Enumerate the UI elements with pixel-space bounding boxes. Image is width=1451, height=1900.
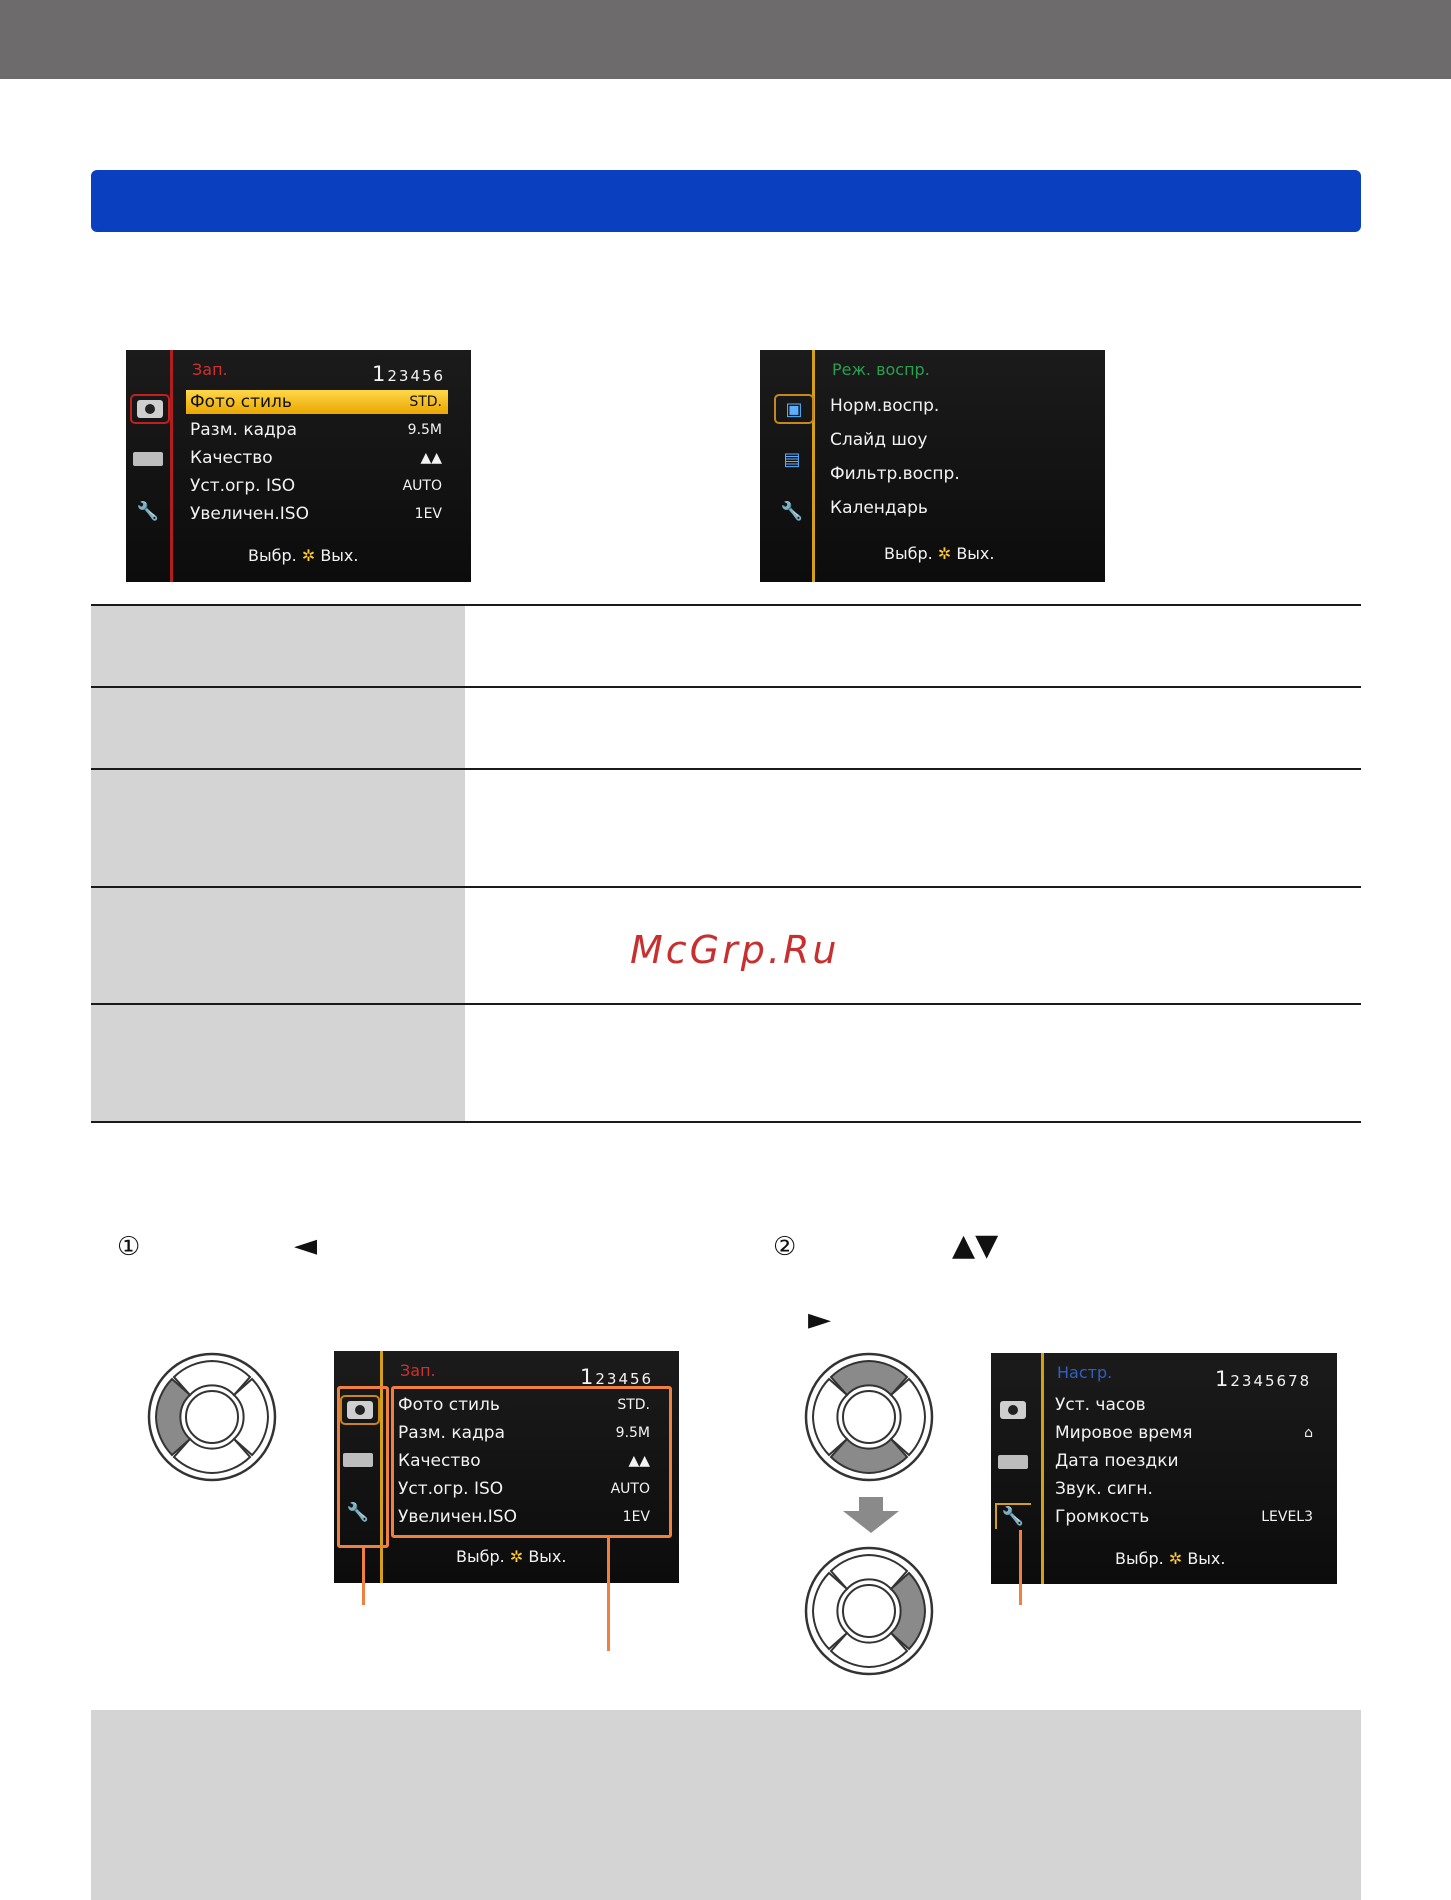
table-row-header	[91, 1005, 465, 1123]
current-page: 1	[1215, 1367, 1231, 1391]
setup-menu-screen	[991, 1353, 1337, 1584]
playback-menu-screen	[760, 350, 1105, 582]
footer-exit: Вых.	[528, 1547, 567, 1566]
item-value: LEVEL3	[1261, 1509, 1313, 1525]
table-row	[91, 768, 1361, 888]
menu-type-callout-line	[362, 1545, 365, 1605]
item-label: Разм. кадра	[190, 420, 297, 440]
item-label: Качество	[398, 1451, 481, 1471]
control-dial-icon: ✲	[301, 546, 316, 565]
wrench-icon[interactable]: 🔧	[346, 1501, 370, 1523]
cursor-button-right-pressed	[803, 1545, 935, 1677]
right-arrow-icon: ►	[808, 1302, 832, 1337]
item-label: Качество	[190, 448, 273, 468]
cursor-button-left-pressed	[146, 1351, 278, 1483]
menu-title: Зап.	[400, 1361, 436, 1380]
menu-item[interactable]	[186, 446, 448, 470]
menu-item[interactable]	[1051, 1449, 1319, 1473]
footer-select: Выбр.	[1115, 1549, 1164, 1568]
camera-icon[interactable]	[130, 394, 170, 424]
table-row	[91, 686, 1361, 770]
item-label: Уст.огр. ISO	[190, 476, 296, 496]
menu-items-callout	[391, 1386, 672, 1538]
item-value: AUTO	[402, 478, 442, 494]
footer-exit: Вых.	[1187, 1549, 1226, 1568]
page-indicator	[1215, 1367, 1311, 1391]
wrench-icon[interactable]: 🔧	[995, 1503, 1031, 1529]
item-label: Увеличен.ISO	[398, 1507, 517, 1527]
menu-item[interactable]	[186, 502, 448, 526]
footer-select: Выбр.	[248, 546, 297, 565]
table-row-header	[91, 770, 465, 888]
left-arrow-icon: ◄	[294, 1228, 318, 1263]
item-label: Слайд шоу	[830, 430, 928, 450]
footer-select: Выбр.	[456, 1547, 505, 1566]
item-label: Мировое время	[1055, 1423, 1193, 1443]
table-bottom-border	[91, 1121, 1361, 1123]
cursor-button-up-down-pressed	[803, 1351, 935, 1483]
down-arrow-icon	[843, 1497, 899, 1533]
menu-item[interactable]	[1051, 1477, 1319, 1501]
current-page: 1	[580, 1365, 596, 1389]
menu-item[interactable]	[826, 496, 1086, 520]
menu-divider	[1041, 1353, 1044, 1584]
menu-items-callout-line	[607, 1535, 610, 1651]
item-label: Уст. часов	[1055, 1395, 1146, 1415]
item-label: Дата поездки	[1055, 1451, 1179, 1471]
header-bar	[0, 0, 1451, 79]
footer-select: Выбр.	[884, 544, 933, 563]
table-row-header	[91, 606, 465, 688]
playback-menu-icon[interactable]: ▤	[783, 448, 801, 470]
item-label: Фильтр.воспр.	[830, 464, 960, 484]
menu-divider	[170, 350, 173, 582]
item-value: STD.	[409, 394, 442, 410]
item-value: AUTO	[610, 1481, 650, 1497]
camera-icon[interactable]	[995, 1397, 1031, 1423]
menu-item[interactable]	[1051, 1393, 1319, 1417]
control-dial-icon: ✲	[937, 544, 952, 563]
table-row-header	[91, 688, 465, 770]
item-value: STD.	[617, 1397, 650, 1413]
playback-mode-icon[interactable]: ▣	[774, 394, 814, 424]
item-value: ▲▲	[420, 450, 442, 466]
control-dial-icon: ✲	[509, 1547, 524, 1566]
item-value: 1EV	[414, 506, 442, 522]
item-label: Уст.огр. ISO	[398, 1479, 504, 1499]
item-value: 1EV	[622, 1509, 650, 1525]
item-label: Фото стиль	[190, 392, 292, 412]
item-label: Громкость	[1055, 1507, 1150, 1527]
table-row	[91, 1003, 1361, 1123]
video-icon[interactable]	[130, 446, 166, 472]
current-page: 1	[372, 362, 388, 386]
watermark: McGrp.Ru	[630, 928, 840, 972]
section-title-bar	[91, 170, 1361, 232]
wrench-icon[interactable]: 🔧	[780, 500, 804, 522]
menu-item[interactable]	[826, 428, 1086, 452]
menu-footer	[1115, 1549, 1225, 1568]
menu-item[interactable]	[186, 474, 448, 498]
step-1-number: ①	[117, 1232, 141, 1262]
note-box	[91, 1710, 1361, 1900]
setup-icon-callout-line	[1019, 1530, 1022, 1605]
item-label: Звук. сигн.	[1055, 1479, 1153, 1499]
video-icon[interactable]	[995, 1449, 1031, 1475]
item-value: 9.5M	[615, 1425, 650, 1441]
up-down-arrow-icon: ▲▼	[952, 1228, 999, 1263]
menu-type-callout	[337, 1386, 389, 1548]
page-indicator	[372, 362, 445, 386]
home-icon: ⌂	[1304, 1425, 1313, 1441]
table-row	[91, 604, 1361, 688]
menu-item[interactable]	[826, 462, 1086, 486]
item-value: 9.5M	[407, 422, 442, 438]
menu-title: Реж. воспр.	[832, 360, 930, 379]
control-dial-icon: ✲	[1168, 1549, 1183, 1568]
menu-footer	[456, 1547, 566, 1566]
step-2-number: ②	[773, 1232, 797, 1262]
menu-item[interactable]	[186, 418, 448, 442]
other-pages: 2345678	[1230, 1372, 1312, 1390]
menu-item[interactable]	[826, 394, 1086, 418]
item-label: Календарь	[830, 498, 928, 518]
item-label: Разм. кадра	[398, 1423, 505, 1443]
footer-exit: Вых.	[956, 544, 995, 563]
menu-title: Настр.	[1057, 1363, 1113, 1382]
record-menu-screen	[126, 350, 471, 582]
table-row-header	[91, 888, 465, 1005]
item-value: ▲▲	[628, 1453, 650, 1469]
menu-divider	[812, 350, 815, 582]
menu-footer	[884, 544, 994, 563]
menu-footer	[248, 546, 358, 565]
menu-item[interactable]	[1051, 1505, 1319, 1529]
menu-title: Зап.	[192, 360, 228, 379]
menu-item[interactable]	[186, 390, 448, 414]
item-label: Норм.воспр.	[830, 396, 940, 416]
other-pages: 23456	[595, 1370, 654, 1388]
other-pages: 23456	[387, 367, 446, 385]
menu-item[interactable]	[1051, 1421, 1319, 1445]
footer-exit: Вых.	[320, 546, 359, 565]
item-label: Фото стиль	[398, 1395, 500, 1415]
wrench-icon[interactable]: 🔧	[136, 500, 160, 522]
item-label: Увеличен.ISO	[190, 504, 309, 524]
